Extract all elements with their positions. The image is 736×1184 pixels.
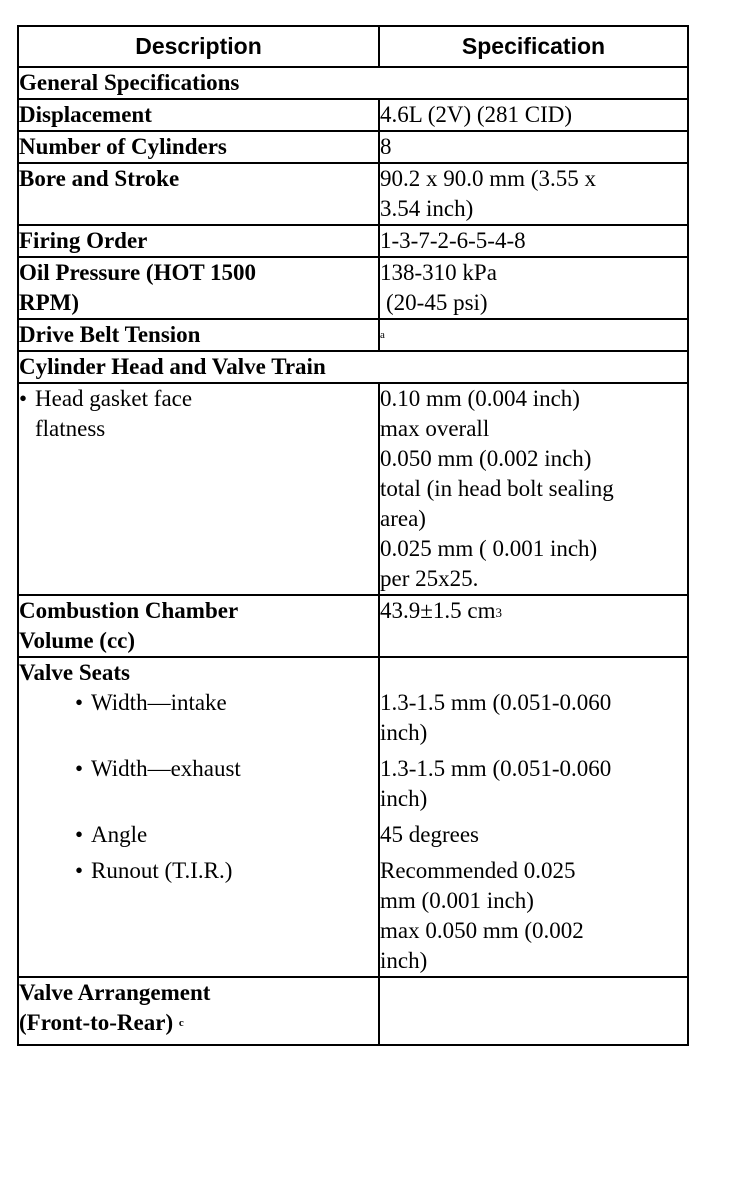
arrangement-label-line2: (Front-to-Rear) (19, 1010, 174, 1035)
bullet-icon: • (75, 756, 84, 781)
valve-seats-title: Valve Seats (19, 660, 130, 685)
width-intake-value-line1: 1.3-1.5 mm (0.051-0.060 (380, 690, 612, 715)
table-row (18, 977, 688, 1045)
oil-label (18, 257, 379, 319)
bore-label: Bore and Stroke (18, 163, 379, 225)
runout-value-line: mm (0.001 inch) (380, 888, 534, 913)
gasket-value-line: 0.10 mm (0.004 inch) (380, 386, 580, 411)
oil-label-line1: Oil Pressure (HOT 1500 (19, 260, 257, 285)
combustion-label-line2: Volume (cc) (19, 628, 136, 653)
arrangement-label (18, 977, 379, 1045)
table-row (18, 131, 688, 163)
section-row-general (18, 67, 688, 99)
combustion-value (379, 595, 688, 657)
oil-label-line2: RPM) (19, 290, 80, 315)
width-intake-value-line2: inch) (380, 720, 428, 745)
bore-value-line1: 90.2 x 90.0 mm (3.55 x (380, 166, 596, 191)
bore-value-line2: 3.54 inch) (380, 196, 474, 221)
runout-value-line: max 0.050 mm (0.002 (380, 918, 584, 943)
combustion-superscript: 3 (495, 605, 502, 620)
oil-value-line2: (20-45 psi) (386, 290, 488, 315)
bore-value (379, 163, 688, 225)
table-row (18, 319, 688, 351)
gasket-value-line: per 25x25. (380, 566, 479, 591)
cylinders-value: 8 (379, 131, 688, 163)
belt-value (379, 319, 688, 351)
list-item (75, 754, 378, 784)
list-item (75, 856, 378, 886)
gasket-label (18, 383, 379, 595)
header-row (18, 26, 688, 67)
table-row (18, 257, 688, 319)
runout-value-line: inch) (380, 948, 428, 973)
section-cylinder-head: Cylinder Head and Valve Train (18, 351, 688, 383)
valve-seats-label (18, 657, 379, 977)
gasket-value (379, 383, 688, 595)
angle-label: Angle (91, 822, 148, 847)
angle-value: 45 degrees (380, 822, 479, 847)
firing-value: 1-3-7-2-6-5-4-8 (379, 225, 688, 257)
bullet-icon: • (75, 822, 84, 847)
combustion-label (18, 595, 379, 657)
valve-seats-value (379, 657, 688, 977)
section-general: General Specifications (18, 67, 688, 99)
oil-value-line1: 138-310 kPa (380, 260, 497, 285)
gasket-value-line: max overall (380, 416, 490, 441)
width-exhaust-label: Width—exhaust (91, 756, 241, 781)
header-description: Description (18, 26, 379, 67)
arrangement-footnote: c (178, 1017, 184, 1029)
list-item (75, 820, 378, 850)
displacement-label: Displacement (18, 99, 379, 131)
table-row (18, 383, 688, 595)
gasket-value-line: total (in head bolt sealing (380, 476, 614, 501)
runout-label: Runout (T.I.R.) (91, 858, 233, 883)
arrangement-label-line1: Valve Arrangement (19, 980, 211, 1005)
table-row (18, 163, 688, 225)
combustion-label-line1: Combustion Chamber (19, 598, 239, 623)
belt-footnote: a (380, 329, 385, 341)
bullet-icon: • (19, 386, 28, 411)
valve-seats-items (19, 688, 378, 886)
bullet-icon: • (75, 858, 84, 883)
firing-label: Firing Order (18, 225, 379, 257)
table-row (18, 657, 688, 977)
spec-table (17, 25, 689, 1046)
runout-value-line: Recommended 0.025 (380, 858, 576, 883)
arrangement-value (379, 977, 688, 1045)
bullet-icon: • (75, 690, 84, 715)
gasket-value-line: 0.050 mm (0.002 inch) (380, 446, 592, 471)
gasket-label-line2: flatness (35, 416, 106, 441)
combustion-value-text: 43.9±1.5 cm (380, 598, 496, 623)
gasket-value-line: 0.025 mm ( 0.001 inch) (380, 536, 598, 561)
width-intake-label: Width—intake (91, 690, 227, 715)
width-exhaust-value-line1: 1.3-1.5 mm (0.051-0.060 (380, 756, 612, 781)
table-row (18, 225, 688, 257)
gasket-label-line1: Head gasket face (35, 386, 193, 411)
table-row (18, 99, 688, 131)
table-row (18, 595, 688, 657)
header-specification: Specification (379, 26, 688, 67)
width-exhaust-value-line2: inch) (380, 786, 428, 811)
oil-value (379, 257, 688, 319)
section-row-cylinder-head (18, 351, 688, 383)
displacement-value: 4.6L (2V) (281 CID) (379, 99, 688, 131)
gasket-value-line: area) (380, 506, 426, 531)
list-item (75, 688, 378, 718)
cylinders-label: Number of Cylinders (18, 131, 379, 163)
belt-label: Drive Belt Tension (18, 319, 379, 351)
